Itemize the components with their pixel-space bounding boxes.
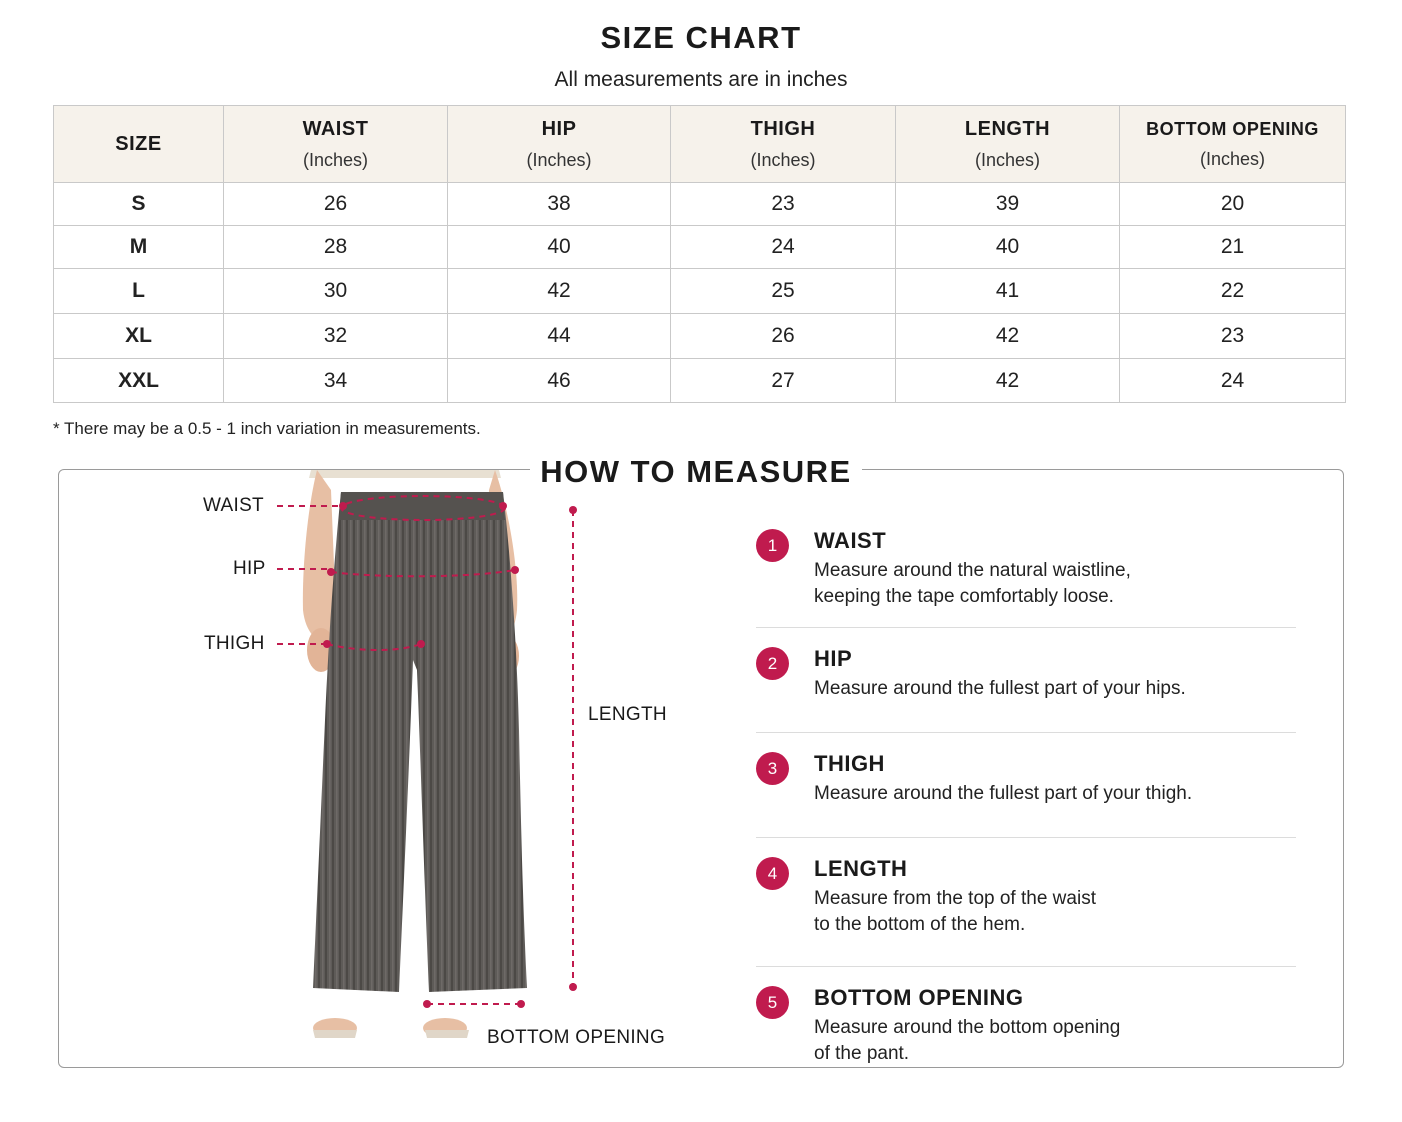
waist-cell: 30 [224,269,448,314]
right-sandal [425,1030,469,1038]
step-line: Measure from the top of the waist [814,888,1096,909]
left-sandal [313,1030,357,1038]
waist-cell: 34 [224,359,448,403]
step-title: BOTTOM OPENING [814,985,1024,1010]
step-description [814,781,1284,807]
figure-label-bottom-opening: BOTTOM OPENING [487,1027,666,1048]
how-to-measure-title: HOW TO MEASURE [530,452,862,492]
size-cell: L [54,269,224,314]
measure-steps-list [756,524,1296,1081]
shirt-hem [309,470,501,478]
thigh-cell: 24 [671,226,896,269]
column-unit: (Inches) [526,149,592,170]
step-number-badge: 1 [756,529,789,562]
figure-label-hip: HIP [233,558,266,579]
size-cell: S [54,183,224,226]
step-line: Measure around the fullest part of your thigh. [814,783,1193,804]
step-title: HIP [814,646,853,671]
step-number-badge: 2 [756,647,789,680]
length-cell: 42 [896,359,1120,403]
waist-cell: 28 [224,226,448,269]
step-number-badge: 4 [756,857,789,890]
step-thigh [756,747,1296,838]
length-cell: 41 [896,269,1120,314]
step-number-badge: 5 [756,986,789,1019]
step-line: keeping the tape comfortably loose. [814,586,1114,607]
table-row [54,269,1346,314]
hip-cell: 38 [448,183,671,226]
column-unit: (Inches) [750,149,816,170]
table-row [54,226,1346,269]
bottom-opening-cell: 24 [1120,359,1346,403]
step-line: Measure around the fullest part of your hips. [814,678,1186,699]
column-header-bottom-opening: BOTTOM OPENING (Inches) [1120,106,1346,183]
step-description [814,676,1284,702]
bottom-opening-cell: 22 [1120,269,1346,314]
size-chart-table [53,105,1346,403]
page-subtitle: All measurements are in inches [554,68,848,91]
waist-cell: 32 [224,314,448,359]
step-waist [756,524,1296,628]
step-title: THIGH [814,751,885,776]
column-unit: (Inches) [974,149,1041,170]
measurement-figure [59,470,719,1067]
bottom-opening-cell: 23 [1120,314,1346,359]
hip-cell: 44 [448,314,671,359]
step-bottom-opening [756,981,1296,1081]
step-description [814,558,1284,610]
length-cell: 40 [896,226,1120,269]
length-cell: 39 [896,183,1120,226]
column-header-size: SIZE [54,106,224,183]
column-header-thigh: THIGH (Inches) [671,106,896,183]
step-title: LENGTH [814,856,908,881]
pants [313,492,527,992]
hip-cell: 40 [448,226,671,269]
thigh-cell: 23 [671,183,896,226]
thigh-cell: 26 [671,314,896,359]
size-cell: M [54,226,224,269]
pants-illustration [59,470,719,1067]
variation-note: * There may be a 0.5 - 1 inch variation in measurements. [53,419,481,438]
size-cell: XXL [54,359,224,403]
hip-cell: 46 [448,359,671,403]
table-header-row [54,106,1346,183]
left-arm [303,470,335,646]
hip-cell: 42 [448,269,671,314]
step-line: Measure around the natural waistline, [814,560,1131,581]
table-row [54,183,1346,226]
column-header-waist: WAIST (Inches) [224,106,448,183]
step-line: to the bottom of the hem. [814,914,1026,935]
figure-label-thigh: THIGH [204,633,265,654]
waist-cell: 26 [224,183,448,226]
step-title: WAIST [814,528,887,553]
figure-label-length: LENGTH [588,704,667,725]
thigh-cell: 25 [671,269,896,314]
step-line: Measure around the bottom opening [814,1017,1121,1038]
figure-label-waist: WAIST [203,495,264,516]
column-unit: (Inches) [1199,148,1266,169]
step-number-badge: 3 [756,752,789,785]
bottom-opening-cell: 20 [1120,183,1346,226]
step-line: of the pant. [814,1043,910,1064]
thigh-cell: 27 [671,359,896,403]
bottom-opening-cell: 21 [1120,226,1346,269]
step-description [814,1015,1284,1067]
step-hip [756,642,1296,733]
column-header-hip: HIP (Inches) [448,106,671,183]
length-cell: 42 [896,314,1120,359]
column-header-length: LENGTH (Inches) [896,106,1120,183]
page-title: SIZE CHART [600,20,802,55]
step-description [814,886,1284,938]
column-unit: (Inches) [302,149,369,170]
step-length [756,852,1296,967]
table-row [54,359,1346,403]
size-cell: XL [54,314,224,359]
table-row [54,314,1346,359]
